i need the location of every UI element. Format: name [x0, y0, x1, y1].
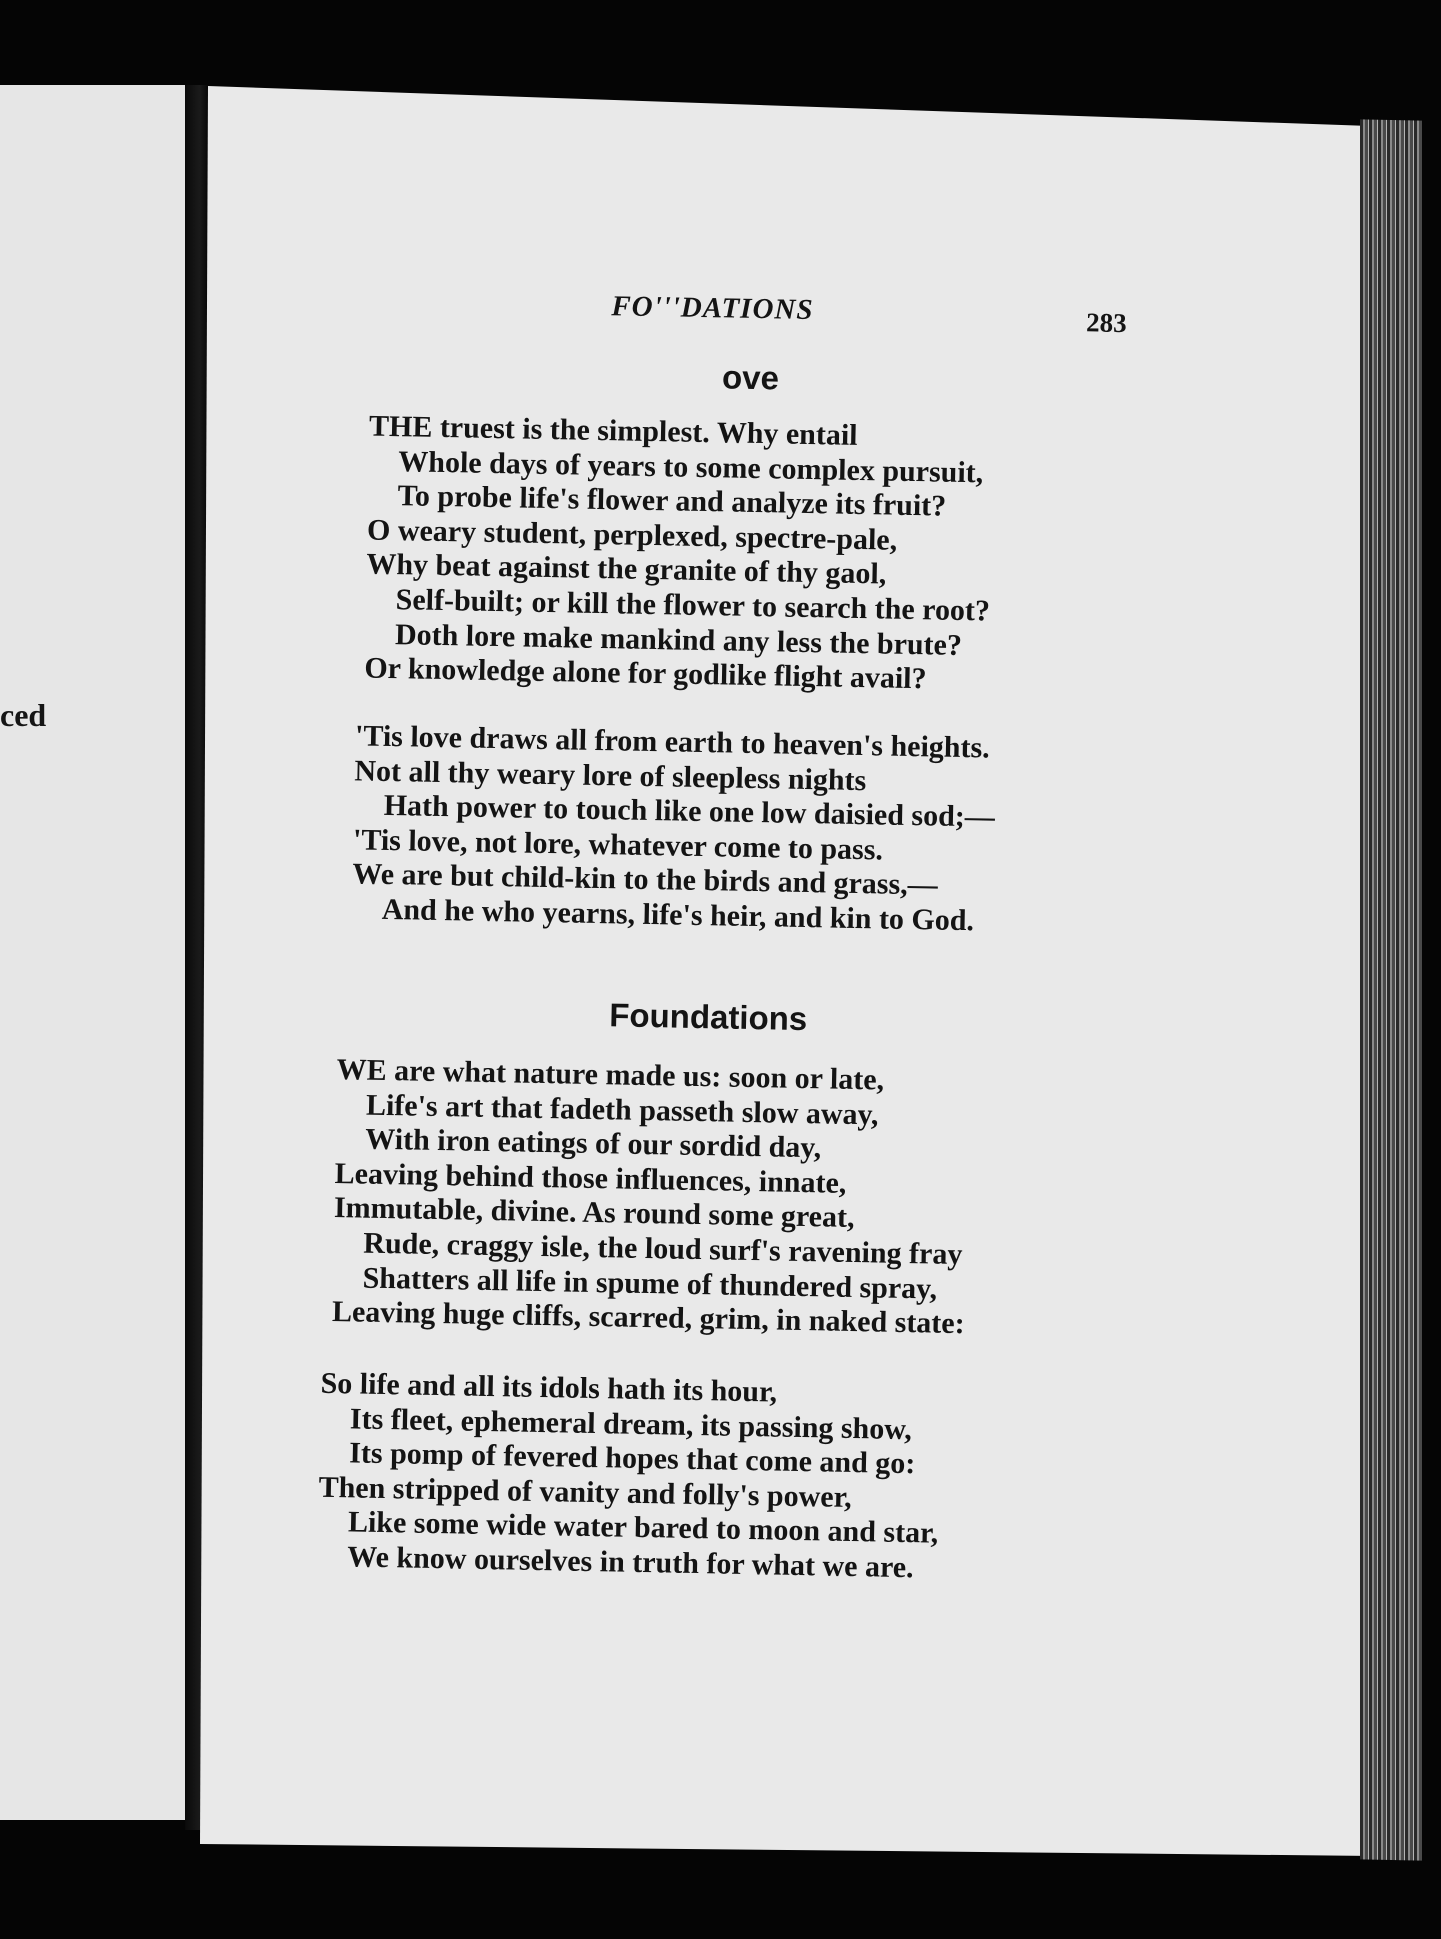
poem-line: So life and all its idols hath its hour,: [320, 1366, 778, 1409]
left-page-text-fragment: ced: [0, 697, 47, 733]
poem-line: With iron eatings of our sordid day,: [365, 1122, 822, 1165]
poem-title-love: ove: [721, 358, 780, 397]
poem-line: Or knowledge alone for godlike flight avail?: [364, 651, 927, 696]
poem-line: We are but child-kin to the birds and grass,—: [352, 857, 939, 902]
poem-title-foundations: Foundations: [608, 996, 808, 1038]
poem-line: THE truest is the simplest. Why entail: [368, 409, 858, 452]
poem-line: Whole days of years to some complex pursuit,: [398, 444, 984, 489]
stanza: [351, 719, 996, 939]
poem-line: Self-built; or kill the flower to search the root?: [395, 583, 991, 628]
poem-line: Then stripped of vanity and folly's power,: [318, 1470, 853, 1514]
poem-line: Why beat against the granite of thy gaol,: [366, 547, 887, 591]
poem-line: Immutable, divine. As round some great,: [333, 1191, 855, 1235]
poem-line: 'Tis love draws all from earth to heaven's heights.: [354, 719, 991, 765]
poem-line: Hath power to touch like one low daisied sod;—: [383, 789, 996, 834]
poem-line: WE are what nature made us: soon or late,: [336, 1053, 885, 1097]
poem-line: We know ourselves in truth for what we are.: [347, 1540, 914, 1585]
poem-line: Not all thy weary lore of sleepless nights: [354, 753, 867, 797]
poem-line: Its fleet, ephemeral dream, its passing show,: [349, 1401, 913, 1446]
poem-line: 'Tis love, not lore, whatever come to pass.: [352, 823, 884, 867]
poem-line: Leaving behind those influences, innate,: [334, 1156, 847, 1200]
poem-line: Its pomp of fevered hopes that come and go:: [349, 1436, 916, 1481]
page-number: 283: [1085, 307, 1127, 339]
poem-line: Shatters all life in spume of thundered spray,: [362, 1261, 938, 1306]
poem-line: Rude, craggy isle, the loud surf's ravening fray: [363, 1226, 963, 1272]
poem-line: To probe life's flower and analyze its fruit?: [397, 479, 947, 523]
poem-line: Doth lore make mankind any less the brute?: [394, 617, 963, 662]
poem-line: Like some wide water bared to moon and star,: [347, 1505, 939, 1551]
stanza: [364, 410, 994, 699]
stanza: [332, 1053, 970, 1342]
poem-line: And he who yearns, life's heir, and kin to God.: [381, 892, 975, 938]
poem-line: Life's art that fadeth passeth slow away,: [365, 1088, 879, 1132]
stanza: [317, 1367, 941, 1586]
poem-line: Leaving huge cliffs, scarred, grim, in naked state:: [331, 1295, 965, 1341]
poem-line: O weary student, perplexed, spectre-pale,: [366, 513, 898, 557]
running-title: FO'''DATIONS: [611, 290, 814, 327]
